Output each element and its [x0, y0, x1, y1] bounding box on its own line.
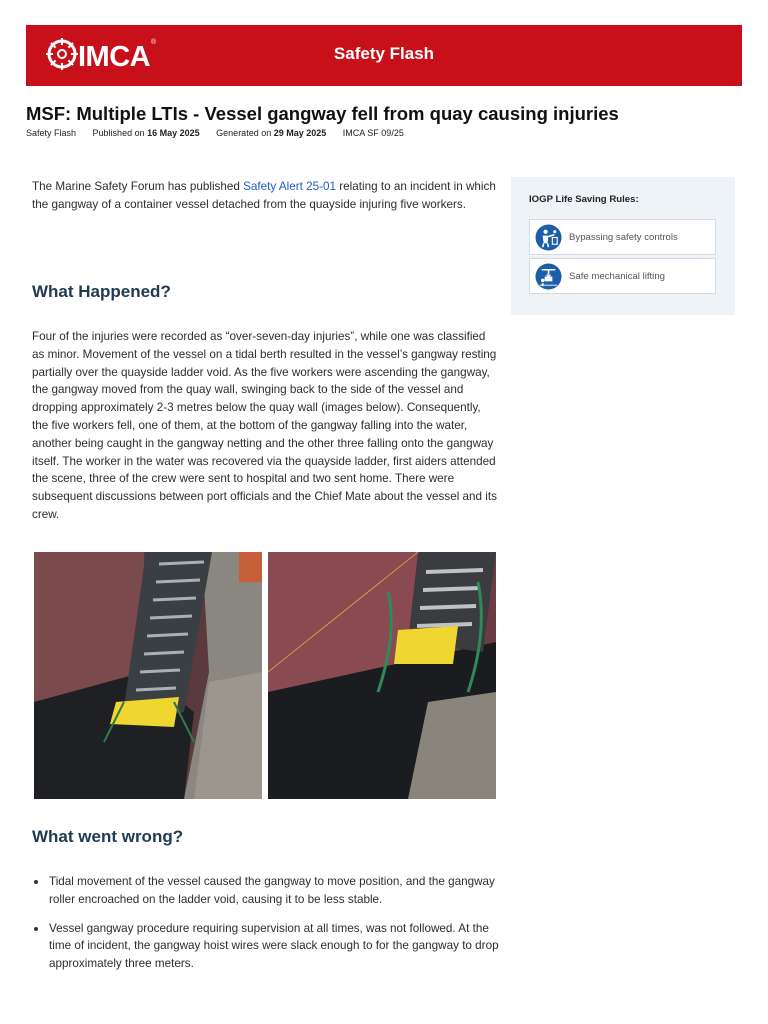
safe-mechanical-lifting-icon [535, 263, 562, 290]
incident-photo-right [268, 552, 496, 799]
list-item: Tidal movement of the vessel caused the gangway to move position, and the gangway roller encroached on the ladder void, causing it to be less stable. [32, 873, 502, 909]
what-happened-heading: What Happened? [32, 282, 171, 301]
meta-published-date: 16 May 2025 [147, 128, 200, 138]
what-happened-section [32, 328, 500, 524]
page-title: MSF: Multiple LTIs - Vessel gangway fell from quay causing injuries [26, 103, 619, 124]
intro-text-end: relating to an incident in which the gangway of a container vessel detached from the quayside injuring five workers. [32, 180, 496, 211]
intro-paragraph [32, 178, 500, 214]
incident-photo-left [34, 552, 262, 799]
imca-logo[interactable] [48, 36, 158, 76]
rule-bypassing-safety-controls[interactable] [529, 219, 716, 255]
header-banner [26, 25, 742, 86]
article-meta [26, 128, 418, 138]
life-saving-rules-title: IOGP Life Saving Rules: [529, 194, 639, 205]
safety-alert-link[interactable]: Safety Alert 25-01 [243, 180, 337, 193]
meta-published [93, 128, 200, 138]
rule-label: Bypassing safety controls [569, 232, 678, 243]
life-saving-rules-panel [511, 177, 735, 315]
meta-published-label: Published on [92, 128, 145, 138]
logo-registered-mark: ® [151, 39, 157, 46]
meta-reference: IMCA SF 09/25 [342, 128, 404, 138]
intro-section [32, 178, 500, 214]
banner-title: Safety Flash [333, 44, 435, 63]
what-went-wrong-list [32, 873, 502, 984]
meta-generated [216, 128, 326, 138]
imca-emblem-icon [42, 34, 82, 74]
meta-type: Safety Flash [26, 128, 77, 138]
meta-generated-date: 29 May 2025 [273, 128, 327, 138]
what-went-wrong-heading: What went wrong? [32, 827, 184, 846]
what-happened-paragraph: Four of the injuries were recorded as “over-seven-day injuries”, while one was classified as minor. Movement of the vessel on a tidal berth resulted in the vessel’s gangway resting partially over the quayside ladder void. As the five workers were ascending the gangway, the gangway moved from the quay wall, swinging back to the side of the vessel and dropping approximately 2-3 metres below the quay wall (images below). Consequently, the five workers fell, one of them, at the bottom of the gangway falling into the water, another being caught in the gangway netting and the other three falling onto the gangway itself. The worker in the water was recovered via the quayside ladder, first aiders attended the scene, three of the crew were sent to hospital and two sent home. There were subsequent discussions between port officials and the Chief Mate about the vessel and its crew. [32, 330, 497, 521]
incident-photos [34, 552, 496, 799]
intro-text-start: The Marine Safety Forum has published [32, 180, 244, 193]
bypassing-safety-controls-icon [535, 224, 562, 251]
meta-generated-label: Generated on [216, 128, 272, 138]
rule-safe-mechanical-lifting[interactable] [529, 258, 716, 294]
list-item: Vessel gangway procedure requiring supervision at all times, was not followed. At the time of incident, the gangway hoist wires were slack enough to for the gangway to drop approximately three meters. [32, 920, 502, 973]
logo-wordmark: IMCA [78, 41, 151, 73]
rule-label: Safe mechanical lifting [569, 271, 665, 282]
